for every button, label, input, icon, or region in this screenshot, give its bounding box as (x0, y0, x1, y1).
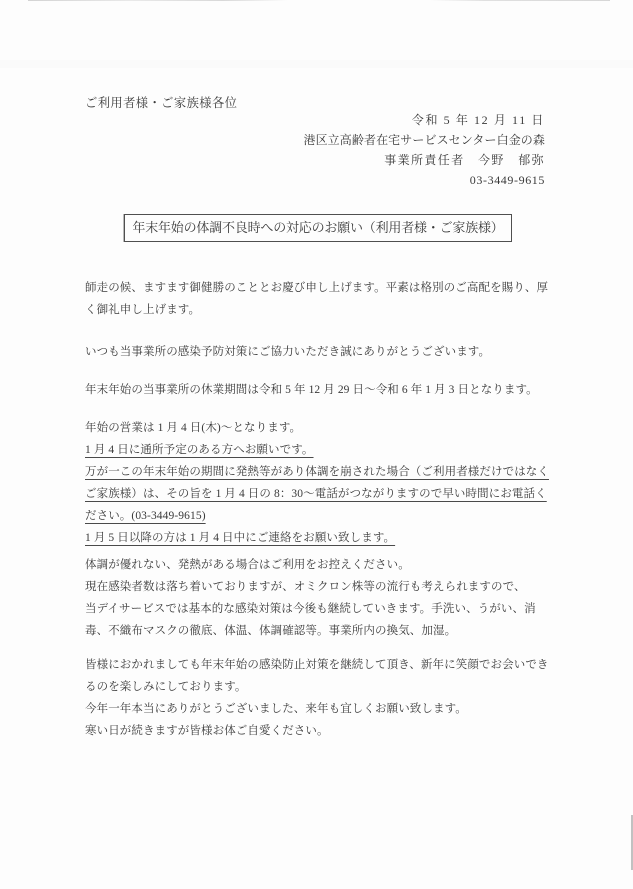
recipient-line: ご利用者様・ご家族様各位 (85, 96, 238, 110)
underlined-text-line: 1 月 4 日に通所予定のある方へお願いです。 (85, 444, 314, 456)
text-line: いつも当事業所の感染予防対策にご協力いただき誠にありがとうございます。 (85, 346, 491, 358)
document-title: 年末年始の体調不良時への対応のお願い（利用者様・ご家族様） (132, 220, 504, 235)
text-line: 毒、不織布マスクの徹底、体温、体調確認等。事業所内の換気、加湿。 (85, 625, 457, 637)
scan-artifact-top-line (28, 0, 288, 1)
phone-number-line: 03-3449-9615 (469, 173, 545, 187)
underlined-text-line: ご家族様）は、その旨を 1 月 4 日の 8：30～電話がつながりますので早い時間にお電話く (85, 488, 547, 500)
paragraph (85, 654, 563, 742)
paragraph (85, 341, 563, 363)
sender-block (303, 110, 545, 190)
letter-body (85, 277, 563, 742)
text-line: 年始の営業は 1 月 4 日(木)～となります。 (85, 422, 302, 434)
scan-artifact-band (0, 60, 633, 68)
text-line: 今年一年本当にありがとうございました、来年も宜しくお願い致します。 (85, 703, 467, 715)
paragraph (85, 554, 563, 642)
scan-artifact-top-line-2 (430, 0, 610, 1)
text-line: 師走の候、ますます御健勝のこととお慶び申し上げます。平素は格別のご高配を賜り、厚 (85, 282, 549, 294)
paragraph (85, 379, 563, 401)
text-line: るのを楽しみにしております。 (85, 681, 247, 693)
paragraph (85, 417, 563, 549)
paragraph (85, 277, 563, 321)
text-line: く御礼申し上げます。 (85, 304, 201, 316)
text-line: 当デイサービスでは基本的な感染対策は今後も継続していきます。手洗い、うがい、消 (85, 603, 536, 615)
underlined-text-line: 万が一この年末年始の期間に発熱等があり体調を崩された場合（ご利用者様だけではなく (85, 466, 549, 478)
organization-line: 港区立高齢者在宅サービスセンター白金の森 (303, 133, 545, 147)
text-line: 皆様におかれましても年末年始の感染防止対策を継続して頂き、新年に笑顔でお会いでき (85, 659, 549, 671)
responsible-person-line: 事業所責任者 今野 郁弥 (384, 153, 545, 167)
text-line: 年末年始の当事業所の休業期間は令和 5 年 12 月 29 日～令和 6 年 1 月 3 日となります。 (85, 384, 538, 396)
text-line: 体調が優れない、発熱がある場合はご利用をお控えください。 (85, 559, 410, 571)
underlined-text-line: ださい。(03-3449-9615) (85, 510, 206, 522)
date-line: 令和 5 年 12 月 11 日 (411, 113, 545, 127)
text-line: 寒い日が続きますが皆様お体ご自愛ください。 (85, 725, 329, 737)
title-box (124, 214, 512, 242)
text-line: 現在感染者数は落ち着いておりますが、オミクロン株等の流行も考えられますので、 (85, 581, 526, 593)
underlined-text-line: 1 月 5 日以降の方は 1 月 4 日中にご連絡をお願い致します。 (85, 532, 396, 544)
